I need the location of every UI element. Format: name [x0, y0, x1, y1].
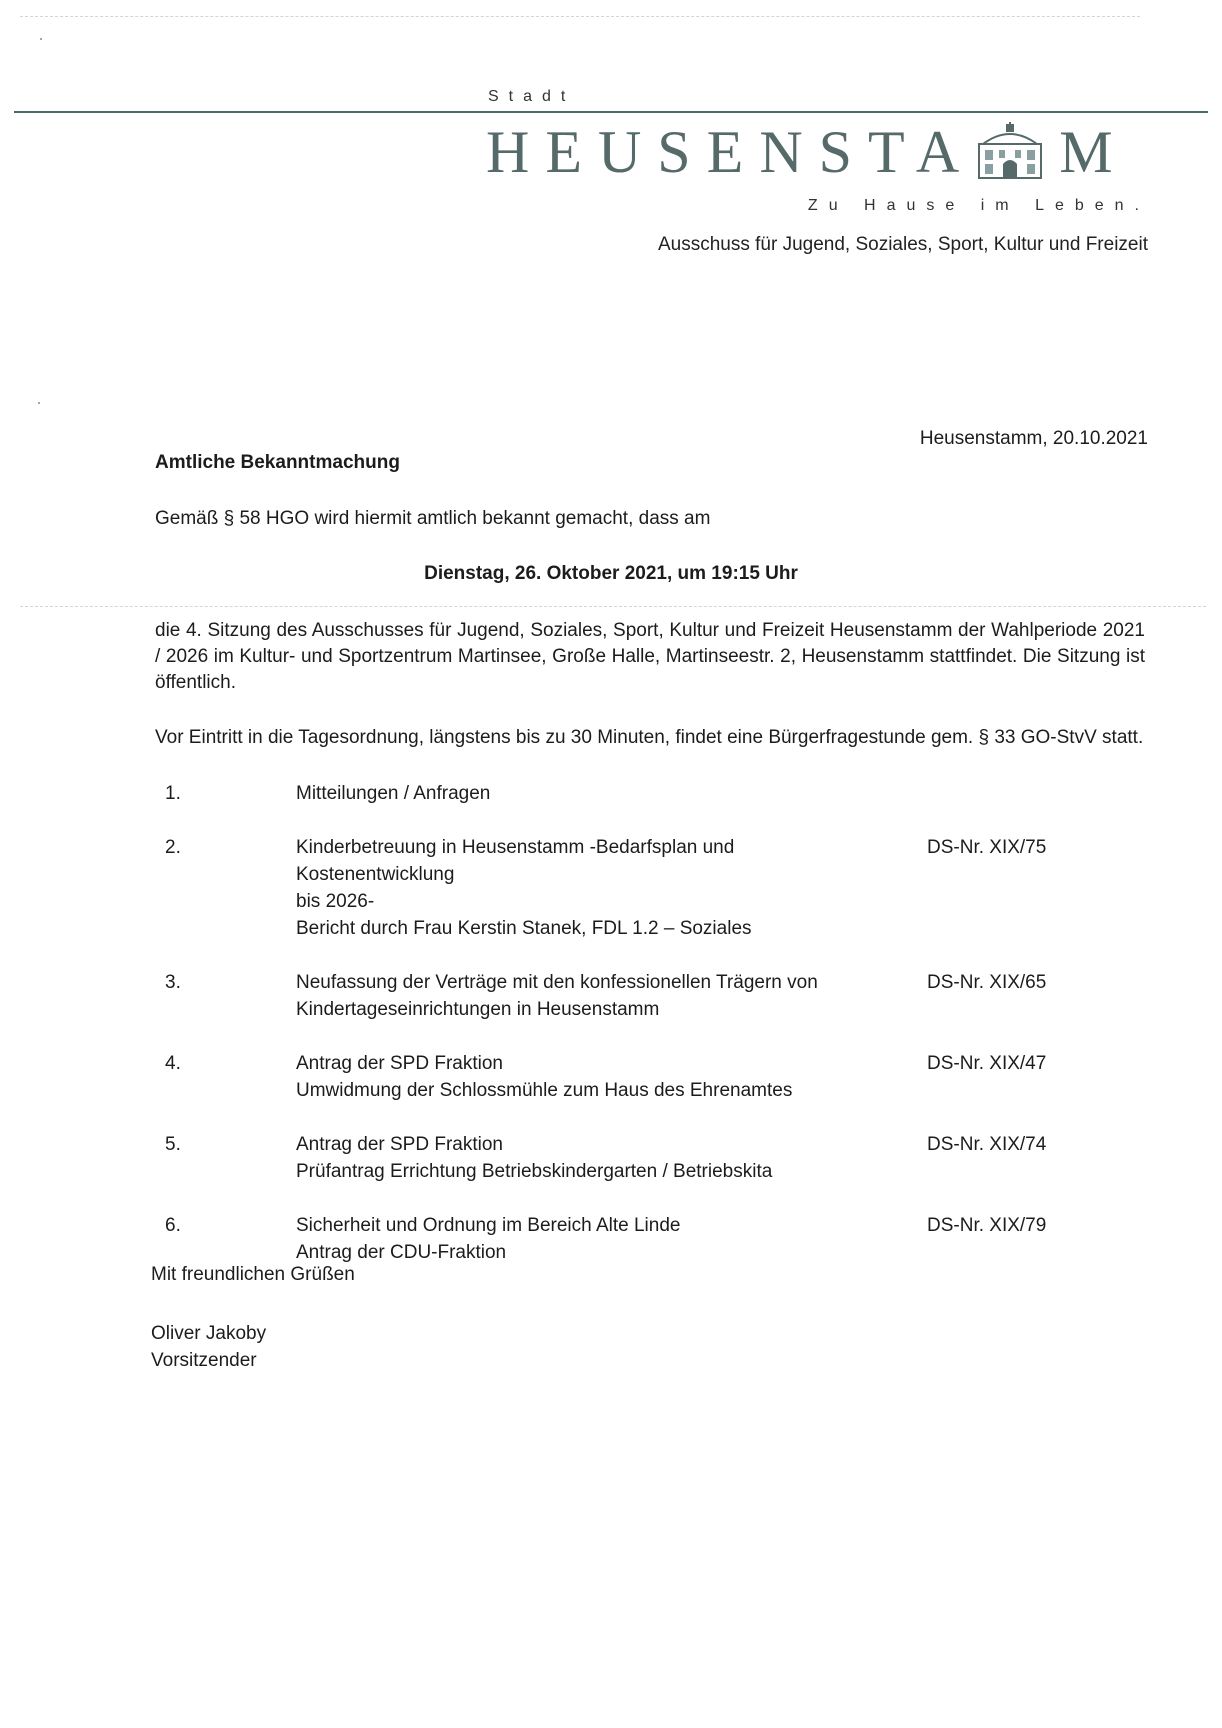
agenda-item-text [296, 780, 896, 807]
agenda-item-number: 3. [165, 972, 181, 993]
scan-speck [40, 38, 42, 40]
agenda-item [155, 834, 1095, 942]
letterhead-stadt: Stadt [488, 88, 576, 105]
agenda-item-line: Prüfantrag Errichtung Betriebskindergarten / Betriebskita [296, 1161, 773, 1182]
agenda-item-text [296, 1131, 896, 1185]
agenda-item-reference: DS-Nr. XIX/75 [927, 837, 1047, 858]
scan-speck [38, 402, 40, 404]
agenda-list [155, 780, 1095, 1266]
notice-intro: Gemäß § 58 HGO wird hiermit amtlich bekannt gemacht, dass am [155, 508, 711, 529]
agenda-item-line: Sicherheit und Ordnung im Bereich Alte Linde [296, 1215, 681, 1236]
agenda-item [155, 1050, 1095, 1104]
agenda-item-number: 1. [165, 783, 181, 804]
signature-block [151, 1320, 266, 1374]
scan-artifact-line [20, 16, 1140, 17]
agenda-item-reference: DS-Nr. XIX/74 [927, 1134, 1047, 1155]
agenda-item-line: Mitteilungen / Anfragen [296, 783, 491, 804]
notice-body: die 4. Sitzung des Ausschusses für Jugend, Soziales, Sport, Kultur und Freizeit Heusenstamm der Wahlperiode 2021 / 2026 im Kultur- und Sportzentrum Martinsee, Große Halle, Martinseestr. 2, Heusenstamm stattfindet. Die Sitzung ist öffentlich. [155, 620, 1145, 693]
agenda-item-line: Neufassung der Verträge mit den konfessionellen Trägern von [296, 972, 818, 993]
agenda-item-reference: DS-Nr. XIX/79 [927, 1215, 1047, 1236]
agenda-item-text [296, 969, 896, 1023]
agenda-item-line: Kinderbetreuung in Heusenstamm -Bedarfsplan und Kostenentwicklung [296, 837, 735, 885]
agenda-item-text [296, 834, 896, 942]
city-wordmark [486, 119, 1129, 185]
agenda-item-number: 6. [165, 1215, 181, 1236]
notice-heading: Amtliche Bekanntmachung [155, 452, 400, 473]
city-wordmark-suffix: M [1059, 119, 1129, 185]
agenda-item-reference: DS-Nr. XIX/47 [927, 1053, 1047, 1074]
agenda-item-number: 5. [165, 1134, 181, 1155]
committee-name: Ausschuss für Jugend, Soziales, Sport, Kultur und Freizeit [657, 234, 1148, 255]
agenda-item-line: Umwidmung der Schlossmühle zum Haus des Ehrenamtes [296, 1080, 793, 1101]
meeting-date: Dienstag, 26. Oktober 2021, um 19:15 Uhr [424, 563, 798, 584]
agenda-item-number: 2. [165, 837, 181, 858]
castle-icon [975, 122, 1045, 180]
agenda-item-line: Bericht durch Frau Kerstin Stanek, FDL 1.2 – Soziales [296, 918, 752, 939]
signer-name: Oliver Jakoby [151, 1323, 267, 1344]
agenda-item [155, 1212, 1095, 1266]
agenda-item-line: Antrag der SPD Fraktion [296, 1134, 503, 1155]
letterhead-tagline: Zu Hause im Leben. [807, 197, 1150, 214]
agenda-item [155, 969, 1095, 1023]
agenda-item-reference: DS-Nr. XIX/65 [927, 972, 1047, 993]
signer-role: Vorsitzender [151, 1350, 257, 1371]
agenda-item [155, 1131, 1095, 1185]
scan-artifact-line [20, 606, 1206, 607]
agenda-item-text [296, 1212, 896, 1266]
agenda-item-line: Antrag der CDU-Fraktion [296, 1242, 507, 1263]
closing-greeting: Mit freundlichen Grüßen [151, 1264, 355, 1285]
agenda-item-text [296, 1050, 896, 1104]
agenda-item-number: 4. [165, 1053, 181, 1074]
place-date: Heusenstamm, 20.10.2021 [919, 428, 1148, 449]
agenda-item [155, 780, 1095, 807]
letterhead-rule [14, 111, 1208, 113]
agenda-item-line: Antrag der SPD Fraktion [296, 1053, 503, 1074]
citizen-hour-note: Vor Eintritt in die Tagesordnung, längstens bis zu 30 Minuten, findet eine Bürgerfragestunde gem. § 33 GO-StvV statt. [155, 727, 1144, 748]
agenda-item-line: bis 2026- [296, 891, 375, 912]
agenda-item-line: Kindertageseinrichtungen in Heusenstamm [296, 999, 660, 1020]
city-wordmark-prefix: HEUSENSTA [486, 119, 976, 185]
